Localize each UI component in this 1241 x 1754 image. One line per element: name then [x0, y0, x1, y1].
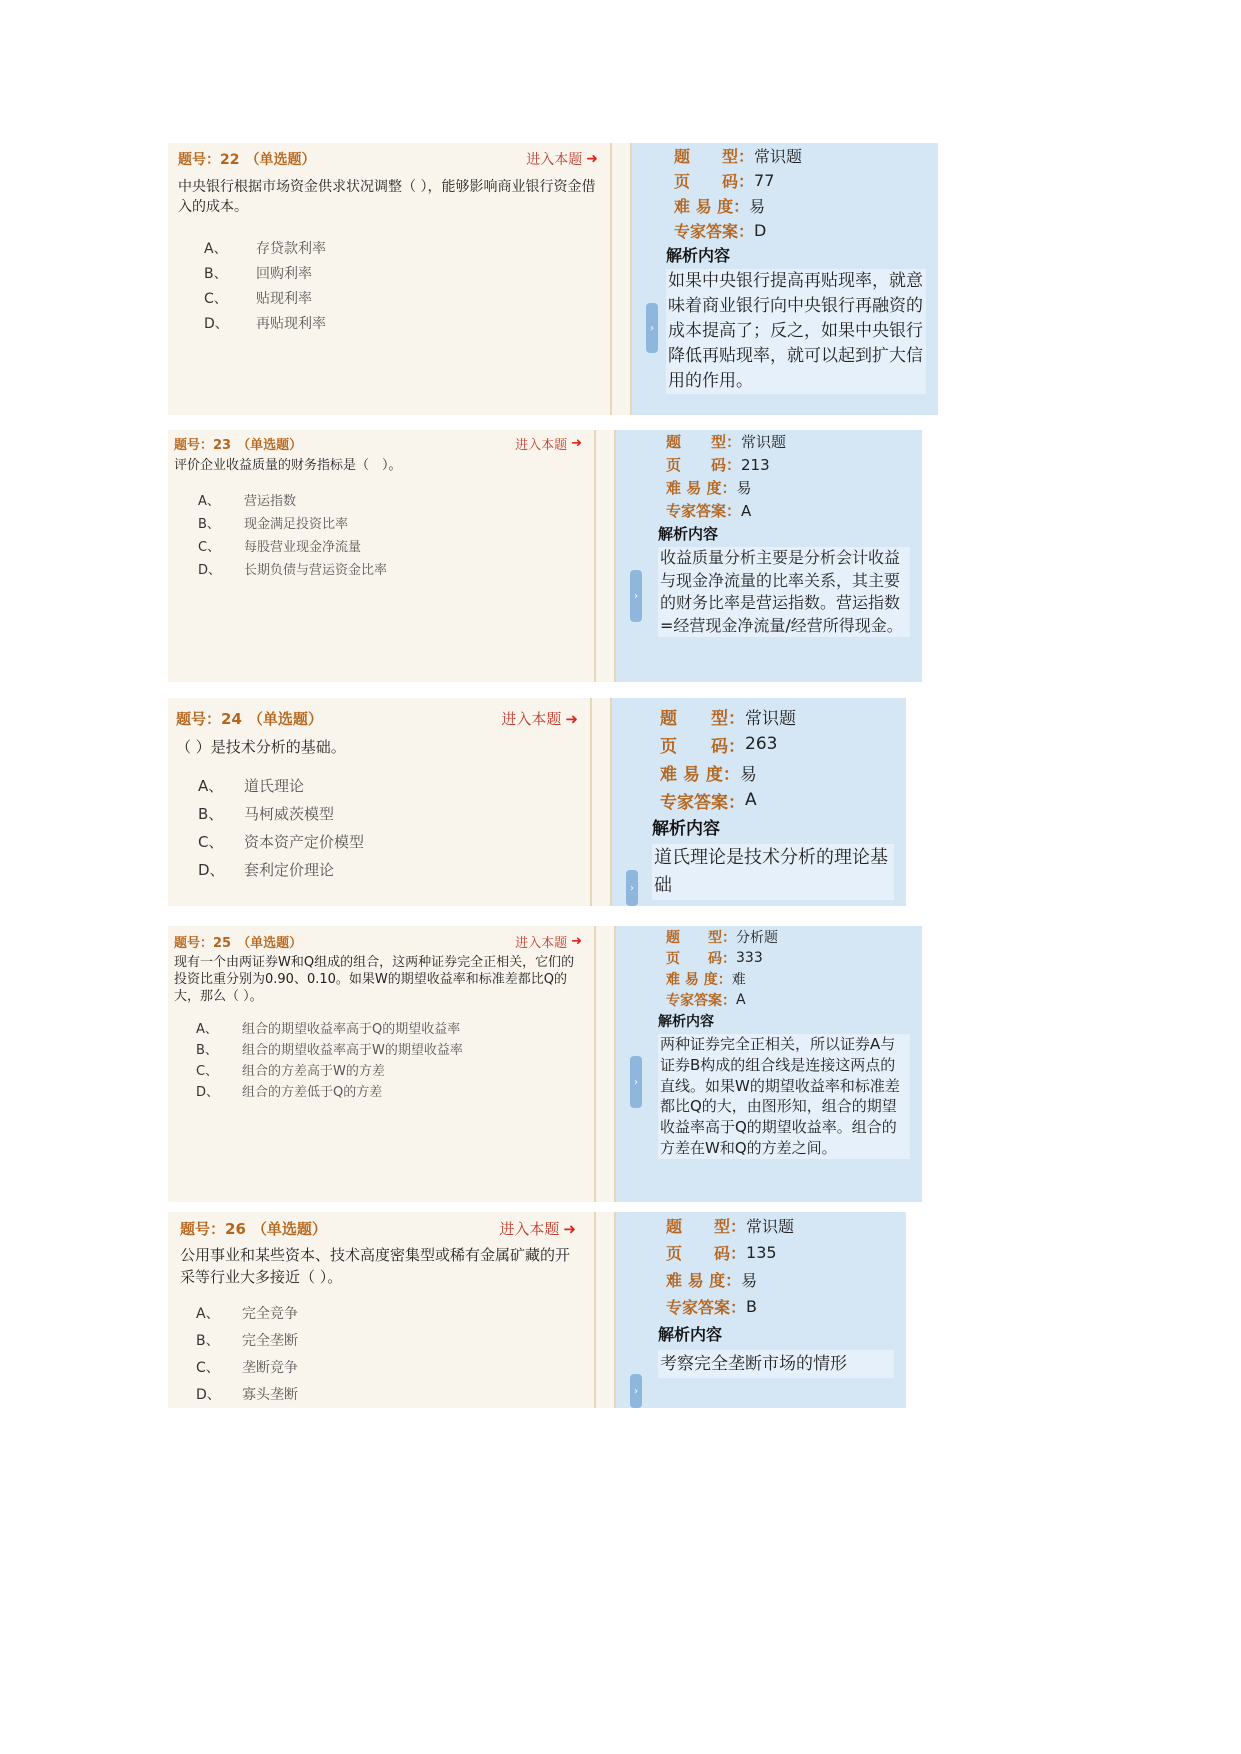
page-row: 页 码： 135: [666, 1243, 777, 1263]
page-row: 页 码： 77: [674, 171, 775, 191]
difficulty-row: 难 易 度： 易: [660, 764, 757, 785]
question-panel: [168, 926, 596, 1202]
type-row: 题 型： 常识题: [666, 433, 787, 451]
question-header: [178, 149, 598, 169]
enter-question-link[interactable]: 进入本题 ➜: [526, 151, 598, 168]
question-panel: [168, 143, 612, 415]
answer-row: 专家答案： B: [666, 1297, 757, 1317]
enter-question-link[interactable]: 进入本题 ➜: [501, 709, 578, 728]
arrow-right-icon: ➜: [563, 1219, 576, 1238]
arrow-right-icon: ➜: [571, 934, 582, 949]
analysis-title: 解析内容: [658, 525, 719, 543]
option-d[interactable]: D、 长期负债与营运资金比率: [198, 562, 388, 578]
question-card-25: [168, 926, 922, 1202]
difficulty-row: 难 易 度： 难: [666, 971, 746, 988]
question-number: 题号：22 （单选题）: [178, 152, 316, 168]
question-header: [174, 932, 582, 951]
type-row: 题 型： 常识题: [674, 147, 803, 166]
question-header: [176, 708, 578, 729]
analysis-title: 解析内容: [652, 819, 720, 839]
question-card-24: [168, 698, 906, 906]
panel-divider: [592, 698, 612, 906]
question-text: 中央银行根据市场资金供求状况调整（ ），能够影响商业银行资金借入的成本。: [178, 179, 596, 216]
option-list: [176, 775, 578, 887]
enter-question-link[interactable]: 进入本题 ➜: [515, 934, 582, 951]
page-row: 页 码： 333: [666, 949, 763, 967]
option-b[interactable]: B、 组合的期望收益率高于W的期望收益率: [196, 1042, 463, 1058]
option-b[interactable]: B、 现金满足投资比率: [198, 516, 349, 532]
answer-row: 专家答案： A: [660, 790, 757, 813]
option-a[interactable]: A、 完全竞争: [196, 1305, 298, 1322]
analysis-content: 考察完全垄断市场的情形: [658, 1350, 894, 1378]
difficulty-row: 难 易 度： 易: [666, 479, 752, 497]
type-row: 题 型： 常识题: [666, 1217, 795, 1236]
question-number: 题号：23 （单选题）: [174, 438, 303, 453]
page-row: 页 码： 263: [660, 734, 778, 757]
analysis-content: 道氏理论是技术分析的理论基础: [652, 844, 894, 900]
option-d[interactable]: D、 组合的方差低于Q的方差: [196, 1084, 383, 1100]
question-card-26: [168, 1212, 906, 1408]
panel-divider: [596, 926, 616, 1202]
answer-row: 专家答案： D: [674, 221, 767, 241]
question-text: 现有一个由两证券W和Q组成的组合，这两种证券完全正相关，它们的投资比重分别为0.90、0.10。如果W的期望收益率和标准差都比Q的大，那么（ ）。: [174, 955, 575, 1004]
question-header: [174, 434, 582, 453]
question-text: 公用事业和某些资本、技术高度密集型或稀有金属矿藏的开采等行业大多接近（ ）。: [180, 1246, 571, 1286]
question-panel: [168, 698, 592, 906]
panel-divider: [596, 1212, 616, 1408]
option-d[interactable]: D、 套利定价理论: [198, 860, 335, 879]
analysis-title: 解析内容: [658, 1014, 714, 1030]
question-number: 题号：24 （单选题）: [176, 710, 323, 728]
panel-divider: [596, 430, 616, 682]
analysis-content: 两种证券完全正相关，所以证券A与证券B构成的组合线是连接这两点的直线。如果W的期望收益率和标准差都比Q的大，由图形知，组合的期望收益率高于Q的期望收益率。组合的方差在W和Q的方差之间。: [658, 1034, 910, 1159]
expand-toggle-icon[interactable]: ›: [630, 1374, 642, 1408]
enter-question-link[interactable]: 进入本题 ➜: [515, 436, 582, 453]
option-c[interactable]: C、 贴现利率: [204, 290, 312, 307]
answer-panel: [616, 926, 922, 1202]
enter-question-link[interactable]: 进入本题 ➜: [499, 1219, 576, 1238]
answer-panel: [612, 698, 906, 906]
analysis-title: 解析内容: [666, 246, 731, 265]
arrow-right-icon: ➜: [586, 151, 598, 167]
answer-panel: [616, 430, 922, 682]
arrow-right-icon: ➜: [571, 436, 582, 451]
option-d[interactable]: D、 再贴现利率: [204, 315, 326, 332]
option-a[interactable]: A、 道氏理论: [198, 776, 305, 795]
option-list: [174, 490, 582, 582]
answer-row: 专家答案： A: [666, 991, 746, 1009]
analysis-content: 收益质量分析主要是分析会计收益与现金净流量的比率关系，其主要的财务比率是营运指数。营运指数=经营现金净流量/经营所得现金。: [658, 547, 910, 637]
question-card-23: [168, 430, 922, 682]
question-number: 题号：25 （单选题）: [174, 936, 303, 951]
question-text: 评价企业收益质量的财务指标是（ ）。: [174, 458, 402, 473]
question-header: [180, 1218, 576, 1239]
panel-divider: [612, 143, 632, 415]
type-row: 题 型： 常识题: [660, 708, 796, 729]
answer-panel: [616, 1212, 906, 1408]
option-list: [178, 238, 598, 338]
question-text: （ ）是技术分析的基础。: [176, 738, 346, 756]
question-panel: [168, 1212, 596, 1408]
page-row: 页 码： 213: [666, 455, 770, 474]
option-a[interactable]: A、 营运指数: [198, 493, 297, 509]
option-b[interactable]: B、 回购利率: [204, 265, 312, 282]
arrow-right-icon: ➜: [565, 709, 578, 728]
expand-toggle-icon[interactable]: ›: [630, 1056, 642, 1108]
question-card-22: [168, 143, 938, 415]
expand-toggle-icon[interactable]: ›: [630, 570, 642, 622]
type-row: 题 型： 分析题: [666, 929, 778, 946]
option-c[interactable]: C、 组合的方差高于W的方差: [196, 1063, 385, 1079]
option-d[interactable]: D、 寡头垄断: [196, 1386, 298, 1403]
option-c[interactable]: C、 每股营业现金净流量: [198, 539, 362, 555]
option-c[interactable]: C、 资本资产定价模型: [198, 832, 365, 851]
difficulty-row: 难 易 度： 易: [674, 197, 766, 216]
option-a[interactable]: A、 存贷款利率: [204, 240, 326, 257]
option-b[interactable]: B、 马柯威茨模型: [198, 804, 335, 823]
expand-toggle-icon[interactable]: ›: [646, 303, 658, 353]
analysis-content: 如果中央银行提高再贴现率，就意味着商业银行向中央银行再融资的成本提高了；反之，如果中央银行降低再贴现率，就可以起到扩大信用的作用。: [666, 269, 926, 394]
option-c[interactable]: C、 垄断竞争: [196, 1359, 298, 1376]
option-list: [180, 1303, 576, 1411]
analysis-title: 解析内容: [658, 1325, 723, 1344]
option-a[interactable]: A、 组合的期望收益率高于Q的期望收益率: [196, 1021, 461, 1037]
expand-toggle-icon[interactable]: ›: [626, 870, 638, 906]
difficulty-row: 难 易 度： 易: [666, 1271, 758, 1290]
answer-panel: [632, 143, 938, 415]
option-b[interactable]: B、 完全垄断: [196, 1332, 298, 1349]
option-list: [174, 1018, 582, 1102]
answer-row: 专家答案： A: [666, 501, 752, 520]
question-number: 题号：26 （单选题）: [180, 1220, 327, 1238]
question-panel: [168, 430, 596, 682]
